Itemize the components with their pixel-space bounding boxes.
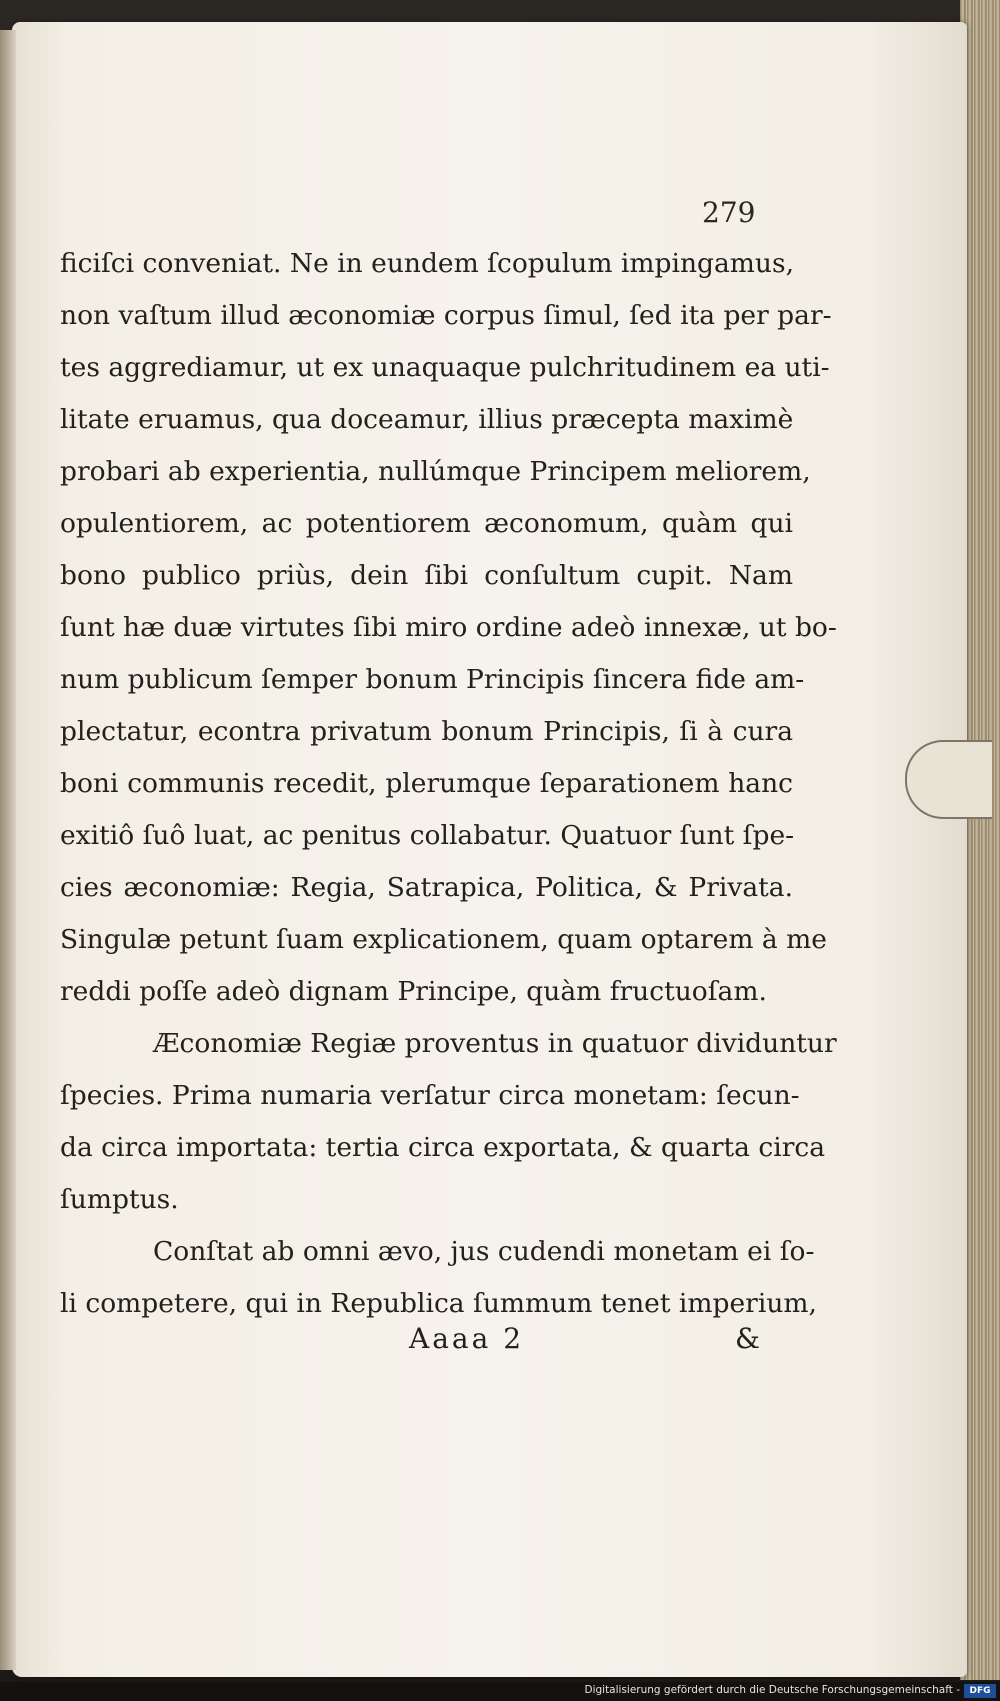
text-line: num publicum ſemper bonum Principis ſincera fide am- (60, 664, 805, 695)
catchword: & (735, 1322, 760, 1355)
text-line: probari ab experientia, nullúmque Principem meliorem, (60, 456, 811, 487)
text-line: opulentiorem, ac potentiorem æconomum, quàm qui (60, 508, 793, 539)
text-line: litate eruamus, qua doceamur, illius præcepta maximè (60, 404, 794, 435)
text-line: da circa importata: tertia circa exportata, & quarta circa (60, 1132, 826, 1163)
text-line: Singulæ petunt ſuam explicationem, quam optarem à me (60, 924, 827, 955)
text-line: ſumptus. (60, 1184, 179, 1215)
body-text (60, 238, 837, 1330)
text-line: ſpecies. Prima numaria verſatur circa monetam: ſecun- (60, 1080, 800, 1111)
text-line: boni communis recedit, plerumque ſeparationem hanc (60, 768, 793, 799)
text-line: exitiô ſuô luat, ac penitus collabatur. Quatuor ſunt ſpe- (60, 820, 795, 851)
page-number: 279 (702, 196, 756, 229)
text-line: ſunt hæ duæ virtutes ſibi miro ordine adeò innexæ, ut bo- (60, 612, 837, 643)
dfg-logo: DFG (964, 1684, 996, 1698)
text-line: bono publico priùs, dein ſibi conſultum cupit. Nam (60, 560, 793, 591)
text-line: plectatur, econtra privatum bonum Principis, ſi à cura (60, 716, 793, 747)
text-line: li competere, qui in Republica ſummum tenet imperium, (60, 1288, 817, 1319)
footer-credit: Digitalisierung gefördert durch die Deutsche Forschungsgemeinschaft - (584, 1684, 960, 1696)
text-line: ficiſci conveniat. Ne in eundem ſcopulum impingamus, (60, 248, 794, 279)
text-line: tes aggrediamur, ut ex unaquaque pulchritudinem ea uti- (60, 352, 830, 383)
signature-mark: Aaaa 2 (409, 1322, 525, 1355)
text-line: non vaſtum illud æconomiæ corpus ſimul, ſed ita per par- (60, 300, 832, 331)
text-line: reddi poſſe adeò dignam Principe, quàm fructuoſam. (60, 976, 767, 1007)
text-line: cies æconomiæ: Regia, Satrapica, Politica, & Privata. (60, 872, 793, 903)
text-line: Æconomiæ Regiæ proventus in quatuor dividuntur (153, 1028, 837, 1059)
book-gutter (0, 30, 16, 1670)
bookmark-tab (905, 740, 992, 819)
text-line: Conſtat ab omni ævo, jus cudendi monetam ei ſo- (153, 1236, 815, 1267)
